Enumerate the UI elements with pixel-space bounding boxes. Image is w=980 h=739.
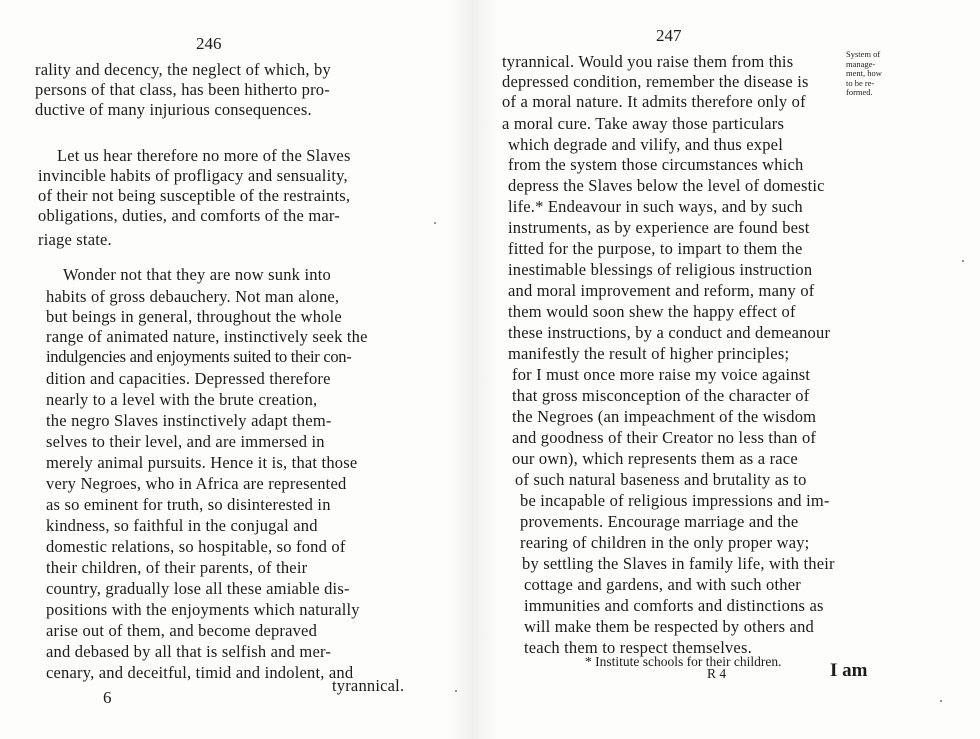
scan-speck xyxy=(455,690,457,692)
text-line: them would soon shew the happy effect of xyxy=(508,302,796,321)
text-line: that gross misconception of the character of xyxy=(512,386,810,405)
text-line: ductive of many injurious consequences. xyxy=(35,100,312,119)
text-line: of such natural baseness and brutality as to xyxy=(515,470,807,489)
text-line: teach them to respect themselves. xyxy=(524,638,752,657)
text-line: manifestly the result of higher principles; xyxy=(508,344,790,363)
text-line: for I must once more raise my voice against xyxy=(512,365,811,384)
text-line: riage state. xyxy=(38,230,112,249)
scan-speck xyxy=(940,700,942,702)
right-page-signature: R 4 xyxy=(707,666,727,681)
text-line: a moral cure. Take away those particulars xyxy=(502,114,785,133)
text-line: obligations, duties, and comforts of the mar- xyxy=(38,206,340,225)
text-line: but beings in general, throughout the whole xyxy=(46,307,342,326)
text-line: country, gradually lose all these amiable dis- xyxy=(46,579,350,598)
text-line: will make them be respected by others and xyxy=(524,617,814,636)
book-gutter xyxy=(448,0,498,739)
right-page-number: 247 xyxy=(656,26,682,45)
text-line: invincible habits of profligacy and sensuality, xyxy=(38,166,348,185)
text-line: life.* Endeavour in such ways, and by such xyxy=(508,197,803,216)
text-line: nearly to a level with the brute creation, xyxy=(46,390,318,409)
text-line: as so eminent for truth, so disinterested in xyxy=(46,495,331,514)
text-line: which degrade and vilify, and thus expel xyxy=(508,135,783,154)
text-line: persons of that class, has been hitherto pro- xyxy=(35,80,330,99)
text-line: positions with the enjoyments which naturally xyxy=(46,600,360,619)
text-line: be incapable of religious impressions and im- xyxy=(520,491,830,510)
text-line: inestimable blessings of religious instruction xyxy=(508,260,813,279)
text-line: the Negroes (an impeachment of the wisdom xyxy=(512,407,817,426)
scan-speck xyxy=(434,222,436,224)
text-line: cenary, and deceitful, timid and indolent, and xyxy=(46,663,354,682)
margin-note-line: manage- xyxy=(846,58,876,69)
text-line: domestic relations, so hospitable, so fond of xyxy=(46,537,346,556)
text-line: provements. Encourage marriage and the xyxy=(520,512,799,531)
text-line: immunities and comforts and distinctions as xyxy=(524,596,824,615)
text-line: range of animated nature, instinctively seek the xyxy=(46,327,368,346)
text-line: very Negroes, who in Africa are represented xyxy=(46,474,347,493)
catchword: I am xyxy=(830,660,868,681)
text-line: their children, of their parents, of their xyxy=(46,558,308,577)
text-line: depressed condition, remember the disease is xyxy=(502,72,809,91)
text-line: rearing of children in the only proper way; xyxy=(520,533,810,552)
margin-note-line: ment, how xyxy=(846,68,882,78)
text-line: these instructions, by a conduct and demeanour xyxy=(508,323,831,342)
text-line: arise out of them, and become depraved xyxy=(46,621,318,640)
text-line: Let us hear therefore no more of the Slaves xyxy=(57,146,351,165)
text-line: dition and capacities. Depressed therefore xyxy=(46,369,331,388)
margin-note xyxy=(846,50,906,98)
text-line: and moral improvement and reform, many of xyxy=(508,281,815,300)
text-line: merely animal pursuits. Hence it is, that those xyxy=(46,453,358,472)
left-page-signature: 6 xyxy=(103,688,112,707)
text-line: the negro Slaves instinctively adapt them- xyxy=(46,411,332,430)
scan-speck xyxy=(962,260,964,262)
margin-note-line: formed. xyxy=(846,87,873,97)
text-line: cottage and gardens, and with such other xyxy=(524,575,801,594)
text-line: indulgencies and enjoyments suited to their con- xyxy=(46,347,352,366)
text-line: and goodness of their Creator no less than of xyxy=(512,428,817,447)
text-line: kindness, so faithful in the conjugal and xyxy=(46,516,318,535)
text-line: our own), which represents them as a race xyxy=(512,449,798,468)
text-line: by settling the Slaves in family life, with their xyxy=(522,554,835,573)
text-line: of a moral nature. It admits therefore only of xyxy=(502,92,806,111)
text-line: depress the Slaves below the level of domestic xyxy=(508,176,825,195)
margin-note-line: System of xyxy=(846,49,881,59)
text-line: and debased by all that is selfish and mer- xyxy=(46,642,332,661)
text-line: rality and decency, the neglect of which, by xyxy=(35,60,331,79)
footnote: * Institute schools for their children. xyxy=(585,654,782,669)
text-line: from the system those circumstances which xyxy=(508,155,804,174)
text-line: tyrannical. xyxy=(332,676,405,695)
text-line: instruments, as by experience are found best xyxy=(508,218,810,237)
left-page-number: 246 xyxy=(196,34,222,53)
text-line: selves to their level, and are immersed in xyxy=(46,432,325,451)
text-line: tyrannical. Would you raise them from this xyxy=(502,52,794,71)
margin-note-line: to be re- xyxy=(846,77,875,88)
text-line: of their not being susceptible of the restraints, xyxy=(38,186,351,205)
text-line: Wonder not that they are now sunk into xyxy=(63,265,331,284)
text-line: fitted for the purpose, to impart to them the xyxy=(508,239,803,258)
text-line: habits of gross debauchery. Not man alone, xyxy=(46,287,340,306)
